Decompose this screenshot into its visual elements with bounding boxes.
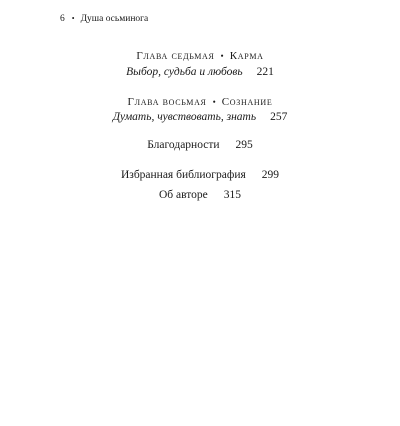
chapter-8-page: 257 <box>270 111 288 123</box>
separator-bullet-icon: • <box>212 97 216 107</box>
bullet-icon: • <box>71 14 75 23</box>
bibliography-title: Избранная библиография <box>120 169 246 181</box>
chapter-7-page: 221 <box>256 66 274 78</box>
chapter-7-label: Глава седьмая <box>136 50 215 62</box>
running-head <box>60 13 148 25</box>
chapter-8-label: Глава восьмая <box>127 96 207 108</box>
acknowledgements-title: Благодарности <box>147 139 220 151</box>
chapter-7-name: Карма <box>229 50 264 62</box>
about-author-page: 315 <box>223 189 241 201</box>
toc-chapter-7-heading[interactable] <box>0 50 400 62</box>
chapter-8-subtitle: Думать, чувствовать, знать <box>112 111 257 123</box>
toc-bibliography[interactable] <box>0 169 400 181</box>
toc-about-author[interactable] <box>0 189 400 201</box>
acknowledgements-page: 295 <box>235 139 253 151</box>
bibliography-page: 299 <box>261 169 280 181</box>
toc-chapter-8-subtitle-line[interactable] <box>0 111 400 123</box>
chapter-7-subtitle: Выбор, судьба и любовь <box>126 66 243 78</box>
separator-bullet-icon: • <box>220 51 224 61</box>
about-author-title: Об авторе <box>158 189 208 201</box>
page-number: 6 <box>60 14 65 24</box>
toc-chapter-7-subtitle-line[interactable] <box>0 66 400 78</box>
toc-chapter-8-heading[interactable] <box>0 96 400 108</box>
chapter-8-name: Сознание <box>221 96 273 108</box>
toc-acknowledgements[interactable] <box>0 139 400 151</box>
book-title: Душа осьминога <box>80 14 149 24</box>
